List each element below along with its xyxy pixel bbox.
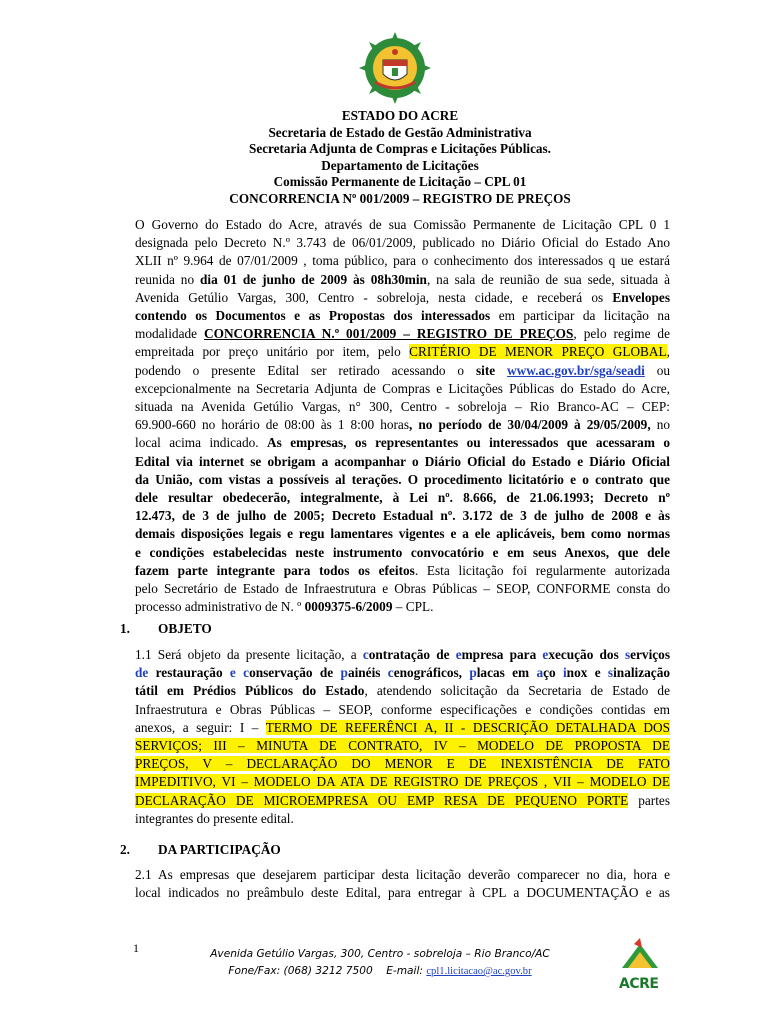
highlighted-annex: DECLARAÇÃO DE MICROEMPRESA OU EMP RESA DE PEQUENO PORTE — [135, 792, 629, 808]
text-line: Infraestrutura e Obras Públicas – SEOP, conforme especificações e condições contidas em — [135, 701, 670, 717]
text-line: contendo os Documentos e as Propostas dos interessados em participar da licitação na — [135, 308, 670, 324]
text-line: Avenida Getúlio Vargas, 300, Centro - sobreloja, nesta cidade, e receberá os Envelopes — [135, 289, 670, 305]
intro-paragraph — [135, 216, 670, 616]
page-footer — [210, 946, 550, 980]
section-2-body — [135, 866, 670, 902]
website-link[interactable]: www.ac.gov.br/sga/seadi — [507, 362, 645, 378]
text-line: integrantes do presente edital. — [135, 810, 294, 826]
text-line: pelo Secretário de Estado de Infraestrutura e Obras Públicas – SEOP, CONFORME consta do — [135, 581, 670, 597]
text-line: Edital via internet se obrigam a acompanhar o Diário Oficial do Estado e Diário Oficial — [135, 453, 670, 469]
text-line: empreitada por preço unitário por item, pelo CRITÉRIO DE MENOR PREÇO GLOBAL, — [135, 344, 670, 360]
highlighted-annex: TERMO DE REFERÊNCI A, II - DESCRIÇÃO DETALHADA DOS — [265, 719, 670, 735]
section-1-title: OBJETO — [158, 621, 212, 636]
text-line: local indicados no preâmbulo deste Edital, para entregar à CPL a DOCUMENTAÇÃO e as — [135, 885, 670, 901]
text-line: local acima indicado. As empresas, os representantes ou interessados que acessaram o — [135, 435, 670, 451]
header-secretariat: Secretaria de Estado de Gestão Administrativa — [268, 124, 532, 140]
text-line — [135, 737, 670, 755]
text-line: 12.473, de 3 de julho de 2005; Decreto Estadual nº. 3.172 de 3 de julho de 2008 e às — [135, 508, 670, 524]
section-2-title: DA PARTICIPAÇÃO — [158, 842, 281, 857]
section-1-body — [135, 646, 670, 828]
text-line: demais disposições legais e regu lamentares vigentes e a ele aplicáveis, bem como normas — [135, 526, 670, 542]
state-coat-of-arms-icon — [357, 30, 433, 106]
process-number: 0009375-6/2009 — [304, 599, 393, 615]
acre-logo-text: ACRE — [619, 976, 659, 992]
text-line: fazem parte integrante para todos os efeitos. Esta licitação foi regularmente autorizada — [135, 562, 670, 578]
header-tender-title: CONCORRENCIA Nº 001/2009 – REGISTRO DE PREÇOS — [229, 190, 571, 206]
text-line: 69.900-660 no horário de 08:00 às 1 8:00 horas, no período de 30/04/2009 à 29/05/2009, no — [135, 417, 670, 433]
text-line: podendo o presente Edital ser retirado acessando o site www.ac.gov.br/sga/seadi ou — [135, 362, 671, 378]
highlighted-criterion: CRITÉRIO DE MENOR PREÇO GLOBAL — [409, 344, 667, 360]
section-1-heading: 1. OBJETO — [120, 621, 212, 636]
header-commission: Comissão Permanente de Licitação – CPL 01 — [273, 174, 527, 190]
text-line: processo administrativo de N. º 0009375-6/2009 – CPL. — [135, 599, 434, 615]
footer-contact: Fone/Fax: (068) 3212 7500 E-mail: cpl1.licitacao@ac.gov.br — [228, 965, 532, 977]
highlighted-annex: PREÇOS, V – DECLARAÇÃO DO MENOR E DE INEXISTÊNCIA DE FATO — [135, 756, 670, 772]
text-line: modalidade CONCORRENCIA N.º 001/2009 – REGISTRO DE PREÇOS, pelo regime de — [135, 326, 670, 342]
text-line: 2.1 As empresas que desejarem participar desta licitação deverão comparecer no dia, hora e — [135, 867, 670, 882]
text-line: situada na Avenida Getúlio Vargas, n° 300, Centro - sobreloja – Rio Branco-AC – CEP: — [135, 399, 670, 415]
text-line: anexos, a seguir: I – TERMO DE REFERÊNCI A, II - DESCRIÇÃO DETALHADA DOS — [135, 719, 670, 735]
footer-address: Avenida Getúlio Vargas, 300, Centro - sobreloja – Rio Branco/AC — [210, 948, 550, 960]
header-department: Departamento de Licitações — [321, 157, 479, 173]
document-header — [120, 108, 680, 208]
text-line: DECLARAÇÃO DE MICROEMPRESA OU EMP RESA DE PEQUENO PORTE partes — [135, 792, 671, 808]
highlighted-annex: SERVIÇOS; III – MINUTA DE CONTRATO, IV – MODELO DE PROPOSTA DE — [135, 738, 670, 754]
header-adjunct-secretariat: Secretaria Adjunta de Compras e Licitações Públicas. — [249, 141, 551, 157]
text-line: e condições estabelecidas neste instrumento convocatório e em seus Anexos, que dele — [135, 544, 670, 560]
text-line: da União, com vistas a possíveis al terações. O procedimento licitatório e o contrato que — [135, 471, 670, 487]
header-state: ESTADO DO ACRE — [341, 108, 459, 123]
text-line: reunida no dia 01 de junho de 2009 às 08h30min, na sala de reunião de sua sede, situada à — [135, 271, 670, 287]
text-line: tátil em Prédios Públicos do Estado, atendendo solicitação da Secretaria de Estado de — [135, 683, 670, 699]
tender-modality: CONCORRENCIA N.º 001/2009 – REGISTRO DE PREÇOS — [204, 326, 574, 342]
text-line: 1.1 Será objeto da presente licitação, a contratação de empresa para execução dos serviços — [135, 647, 670, 662]
section-2-heading: 2. DA PARTICIPAÇÃO — [120, 842, 281, 857]
meeting-date: dia 01 de junho de 2009 às 08h30min — [200, 271, 427, 287]
text-line: O Governo do Estado do Acre, através de sua Comissão Permanente de Licitação CPL 0 1 — [135, 217, 670, 232]
footer-email-link[interactable]: cpl1.licitacao@ac.gov.br — [426, 966, 532, 977]
highlighted-annex: IMPEDITIVO, VI – MODELO DA ATA DE REGISTRO DE PREÇOS , VII – MODELO DE — [135, 774, 670, 790]
page-number: 1 — [133, 941, 139, 955]
text-line: excepcionalmente na Secretaria Adjunta de Compras e Licitações Públicas do Estado do Acre, — [135, 380, 670, 396]
text-line: XLII nº 9.964 de 07/01/2009 , toma público, para o conhecimento dos interessados q ue estará — [135, 253, 670, 269]
text-line: designada pelo Decreto N.º 3.743 de 06/01/2009, publicado no Diário Oficial do Estado Ano — [135, 235, 670, 251]
text-line — [135, 773, 670, 791]
text-line: de restauração e conservação de painéis cenográficos, placas em aço inox e sinalização — [135, 665, 670, 681]
text-line: dele resultar obedecerão, integralmente, à Lei nº. 8.666, de 21.06.1993; Decreto nº — [135, 490, 670, 506]
text-line — [135, 755, 670, 773]
